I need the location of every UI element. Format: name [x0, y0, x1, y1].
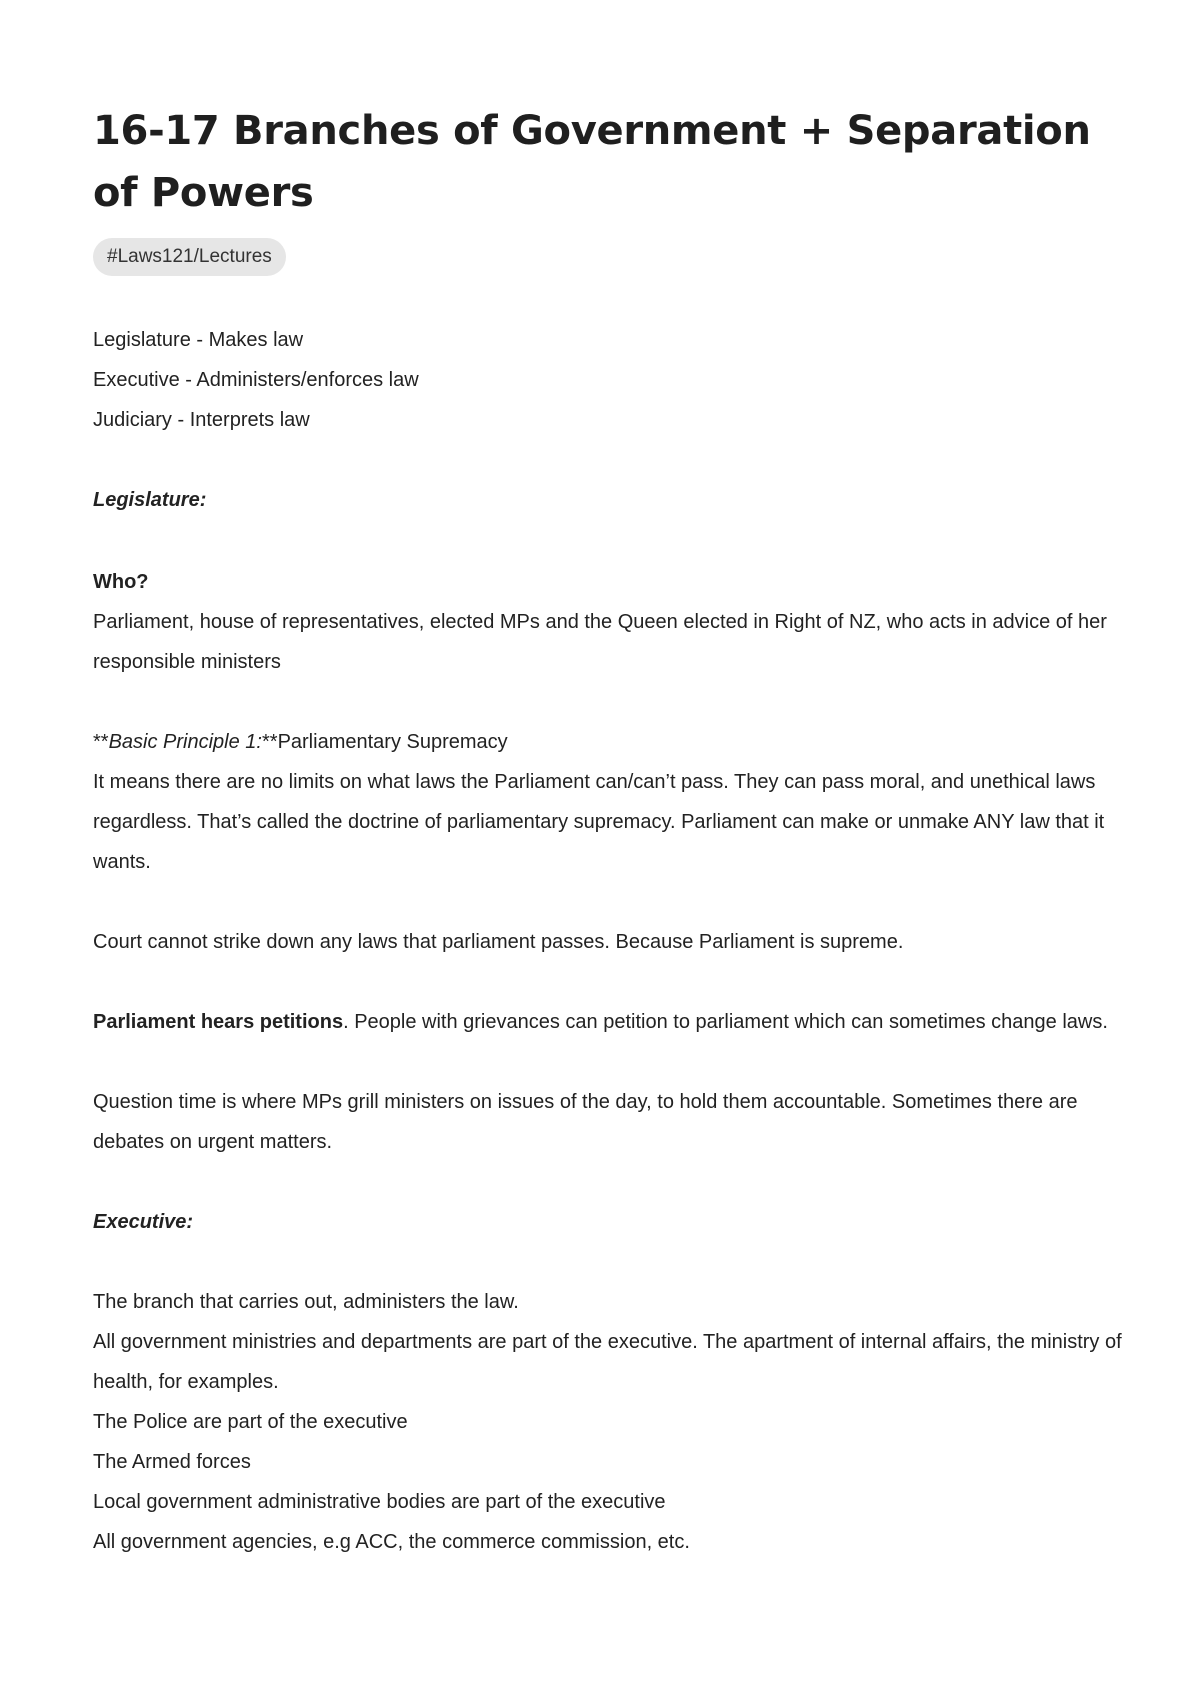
who-heading: Who? [93, 571, 149, 593]
principle-line [93, 722, 1123, 762]
petitions-text: . People with grievances can petition to parliament which can sometimes change laws. [343, 1011, 1108, 1033]
executive-line: The Armed forces [93, 1451, 251, 1473]
court-text: Court cannot strike down any laws that parliament passes. Because Parliament is supreme. [93, 931, 904, 953]
summary-judiciary: Judiciary - Interprets law [93, 409, 310, 431]
summary-legislature: Legislature - Makes law [93, 329, 304, 351]
executive-heading: Executive: [93, 1211, 194, 1233]
principle-prefix: ** [93, 731, 109, 753]
who-text: Parliament, house of representatives, elected MPs and the Queen elected in Right of NZ, who acts in advice of her responsible ministers [93, 611, 1107, 673]
petitions-bold: Parliament hears petitions [93, 1011, 344, 1033]
page-title: 16-17 Branches of Government + Separation of Powers [93, 108, 1091, 216]
petitions-paragraph [93, 1002, 1123, 1042]
principle-suffix: ** [261, 731, 278, 753]
executive-line: All government ministries and departments are part of the executive. The apartment of internal affairs, the ministry of health, for examples. [93, 1331, 1122, 1393]
supremacy-text: It means there are no limits on what laws the Parliament can/can’t pass. They can pass moral, and unethical laws regardless. That’s called the doctrine of parliamentary supremacy. Parliament can make or unmake ANY law that it wants. [93, 771, 1105, 873]
principle-label: Basic Principle 1: [108, 731, 262, 753]
principle-title: Parliamentary Supremacy [277, 731, 508, 753]
executive-line: The branch that carries out, administers the law. [93, 1291, 519, 1313]
executive-line: Local government administrative bodies are part of the executive [93, 1491, 666, 1513]
summary-executive: Executive - Administers/enforces law [93, 369, 419, 391]
legislature-heading: Legislature: [93, 489, 207, 511]
executive-line: The Police are part of the executive [93, 1411, 408, 1433]
executive-line: All government agencies, e.g ACC, the commerce commission, etc. [93, 1531, 690, 1553]
question-time-text: Question time is where MPs grill ministers on issues of the day, to hold them accountable. Sometimes there are debates on urgent matters. [93, 1091, 1078, 1153]
tag-badge[interactable]: #Laws121/Lectures [93, 238, 286, 276]
